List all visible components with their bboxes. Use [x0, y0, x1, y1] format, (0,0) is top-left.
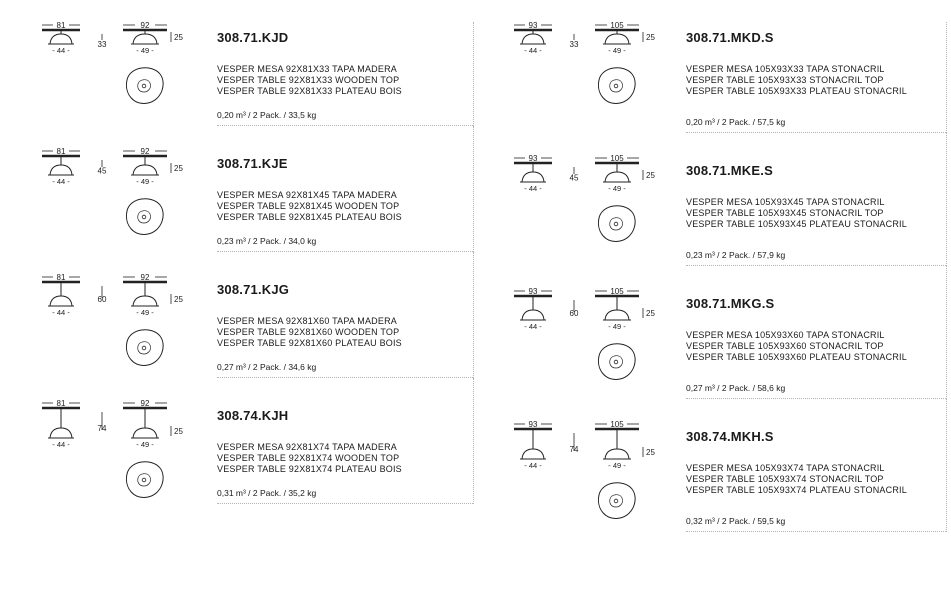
description-fr: VESPER TABLE 92X81X33 PLATEAU BOIS	[217, 86, 402, 96]
height-label: 74	[569, 445, 579, 454]
product-description	[686, 64, 907, 97]
product-drawings	[20, 18, 210, 128]
product-description	[217, 64, 402, 97]
base-width-label: - 49 -	[608, 46, 626, 55]
base-depth-label: - 44 -	[524, 46, 542, 55]
table-drawing	[20, 18, 210, 128]
packaging-info: 0,23 m³ / 2 Pack. / 57,9 kg	[686, 250, 786, 260]
product-info	[217, 378, 474, 504]
plan-view-drawing	[126, 462, 163, 498]
product-code: 308.71.MKG.S	[686, 296, 775, 311]
description-en: VESPER TABLE 105X93X45 STONACRIL TOP	[686, 208, 884, 218]
product-drawings	[492, 18, 682, 128]
product-entry	[20, 378, 480, 504]
base-depth-label: - 44 -	[52, 308, 70, 317]
base-depth-label: - 44 -	[52, 46, 70, 55]
plan-view-drawing	[126, 199, 163, 235]
product-entry	[20, 0, 480, 126]
product-drawings	[492, 151, 682, 261]
top-width-label: 92	[140, 147, 150, 156]
table-drawing	[20, 396, 210, 506]
description-en: VESPER TABLE 92X81X74 WOODEN TOP	[217, 453, 400, 463]
description-es: VESPER MESA 92X81X33 TAPA MADERA	[217, 64, 397, 74]
table-drawing	[492, 18, 682, 128]
description-es: VESPER MESA 105X93X74 TAPA STONACRIL	[686, 463, 885, 473]
packaging-info: 0,32 m³ / 2 Pack. / 59,5 kg	[686, 516, 786, 526]
product-code: 308.71.KJE	[217, 156, 288, 171]
height-label: 74	[97, 424, 107, 433]
top-thickness-label: 25	[646, 309, 655, 318]
table-drawing	[20, 270, 210, 380]
description-fr: VESPER TABLE 92X81X74 PLATEAU BOIS	[217, 464, 402, 474]
front-view-drawing	[123, 408, 167, 438]
row-divider	[217, 503, 473, 504]
base-depth-label: - 44 -	[52, 177, 70, 186]
product-code: 308.71.MKD.S	[686, 30, 774, 45]
description-es: VESPER MESA 92X81X74 TAPA MADERA	[217, 442, 397, 452]
packaging-info: 0,20 m³ / 2 Pack. / 33,5 kg	[217, 110, 317, 120]
side-view-drawing	[42, 282, 80, 306]
product-entry	[492, 266, 951, 399]
product-info	[686, 266, 947, 399]
product-code: 308.74.MKH.S	[686, 429, 774, 444]
description-en: VESPER TABLE 92X81X45 WOODEN TOP	[217, 201, 400, 211]
packaging-info: 0,23 m³ / 2 Pack. / 34,0 kg	[217, 236, 317, 246]
front-view-drawing	[123, 282, 167, 306]
product-entry	[20, 126, 480, 252]
top-thickness-label: 25	[646, 171, 655, 180]
product-entry	[492, 399, 951, 532]
top-thickness-label: 25	[174, 33, 183, 42]
product-info	[217, 126, 474, 252]
packaging-info: 0,27 m³ / 2 Pack. / 58,6 kg	[686, 383, 786, 393]
top-depth-label: 81	[56, 147, 66, 156]
front-view-drawing	[123, 30, 167, 44]
product-code: 308.71.KJD	[217, 30, 289, 45]
top-thickness-label: 25	[174, 427, 183, 436]
base-width-label: - 49 -	[608, 184, 626, 193]
table-drawing	[492, 417, 682, 527]
product-code: 308.74.KJH	[217, 408, 289, 423]
side-view-drawing	[514, 296, 552, 320]
top-depth-label: 81	[56, 399, 66, 408]
side-view-drawing	[42, 408, 80, 438]
base-depth-label: - 44 -	[524, 184, 542, 193]
plan-view-drawing	[598, 344, 635, 380]
description-es: VESPER MESA 92X81X45 TAPA MADERA	[217, 190, 397, 200]
height-label: 45	[97, 166, 107, 176]
top-width-label: 92	[140, 21, 150, 30]
description-fr: VESPER TABLE 105X93X33 PLATEAU STONACRIL	[686, 86, 907, 96]
plan-view-drawing	[598, 68, 635, 104]
top-width-label: 105	[610, 287, 624, 296]
description-fr: VESPER TABLE 105X93X60 PLATEAU STONACRIL	[686, 352, 907, 362]
description-en: VESPER TABLE 105X93X33 STONACRIL TOP	[686, 75, 884, 85]
row-divider	[686, 531, 946, 532]
front-view-drawing	[595, 296, 639, 320]
product-entry	[20, 252, 480, 378]
product-entry	[492, 133, 951, 266]
product-info	[217, 252, 474, 378]
base-depth-label: - 44 -	[524, 322, 542, 331]
product-entry	[492, 0, 951, 133]
product-description	[686, 197, 907, 230]
base-depth-label: - 44 -	[524, 461, 542, 470]
top-depth-label: 93	[528, 21, 538, 30]
product-info	[686, 399, 947, 532]
top-thickness-label: 25	[174, 295, 183, 304]
base-width-label: - 49 -	[136, 46, 154, 55]
description-es: VESPER MESA 105X93X60 TAPA STONACRIL	[686, 330, 885, 340]
product-drawings	[20, 144, 210, 254]
plan-view-drawing	[126, 330, 163, 366]
product-description	[217, 442, 402, 475]
top-width-label: 105	[610, 21, 624, 30]
packaging-info: 0,27 m³ / 2 Pack. / 34,6 kg	[217, 362, 317, 372]
description-fr: VESPER TABLE 92X81X45 PLATEAU BOIS	[217, 212, 402, 222]
top-width-label: 105	[610, 420, 624, 429]
description-en: VESPER TABLE 105X93X74 STONACRIL TOP	[686, 474, 884, 484]
packaging-info: 0,20 m³ / 2 Pack. / 57,5 kg	[686, 117, 786, 127]
base-depth-label: - 44 -	[52, 440, 70, 449]
top-thickness-label: 25	[646, 448, 655, 457]
description-fr: VESPER TABLE 92X81X60 PLATEAU BOIS	[217, 338, 402, 348]
top-width-label: 105	[610, 154, 624, 163]
plan-view-drawing	[598, 483, 635, 519]
product-description	[686, 463, 907, 496]
plan-view-drawing	[598, 206, 635, 242]
top-thickness-label: 25	[174, 164, 183, 173]
top-depth-label: 81	[56, 273, 66, 282]
base-width-label: - 49 -	[608, 322, 626, 331]
plan-view-drawing	[126, 68, 163, 104]
side-view-drawing	[514, 429, 552, 459]
product-drawings	[492, 284, 682, 394]
base-width-label: - 49 -	[136, 177, 154, 186]
description-en: VESPER TABLE 92X81X60 WOODEN TOP	[217, 327, 400, 337]
packaging-info: 0,31 m³ / 2 Pack. / 35,2 kg	[217, 488, 317, 498]
top-depth-label: 81	[56, 21, 66, 30]
top-width-label: 92	[140, 399, 150, 408]
top-depth-label: 93	[528, 154, 538, 163]
side-view-drawing	[514, 163, 552, 182]
description-fr: VESPER TABLE 105X93X74 PLATEAU STONACRIL	[686, 485, 907, 495]
top-width-label: 92	[140, 273, 150, 282]
base-width-label: - 49 -	[608, 461, 626, 470]
side-view-drawing	[514, 30, 552, 44]
table-drawing	[20, 144, 210, 254]
table-drawing	[492, 151, 682, 261]
height-label: 60	[97, 295, 107, 304]
front-view-drawing	[123, 156, 167, 175]
left-column	[20, 0, 480, 504]
front-view-drawing	[595, 429, 639, 459]
top-depth-label: 93	[528, 287, 538, 296]
product-info	[686, 133, 947, 266]
product-info	[686, 22, 947, 133]
product-code: 308.71.KJG	[217, 282, 290, 297]
height-label: 33	[569, 40, 579, 49]
base-width-label: - 49 -	[136, 308, 154, 317]
description-en: VESPER TABLE 105X93X60 STONACRIL TOP	[686, 341, 884, 351]
top-thickness-label: 25	[646, 33, 655, 42]
side-view-drawing	[42, 156, 80, 175]
top-depth-label: 93	[528, 420, 538, 429]
height-label: 60	[569, 309, 579, 318]
description-es: VESPER MESA 105X93X33 TAPA STONACRIL	[686, 64, 885, 74]
table-drawing	[492, 284, 682, 394]
right-column	[492, 0, 951, 532]
side-view-drawing	[42, 30, 80, 44]
description-fr: VESPER TABLE 105X93X45 PLATEAU STONACRIL	[686, 219, 907, 229]
height-label: 33	[97, 40, 107, 49]
description-es: VESPER MESA 105X93X45 TAPA STONACRIL	[686, 197, 885, 207]
product-drawings	[492, 417, 682, 527]
product-description	[686, 330, 907, 363]
description-en: VESPER TABLE 92X81X33 WOODEN TOP	[217, 75, 400, 85]
front-view-drawing	[595, 163, 639, 182]
product-description	[217, 190, 402, 223]
base-width-label: - 49 -	[136, 440, 154, 449]
product-description	[217, 316, 402, 349]
product-drawings	[20, 270, 210, 380]
product-code: 308.71.MKE.S	[686, 163, 773, 178]
description-es: VESPER MESA 92X81X60 TAPA MADERA	[217, 316, 397, 326]
front-view-drawing	[595, 30, 639, 44]
height-label: 45	[569, 173, 579, 183]
product-info	[217, 22, 474, 126]
product-drawings	[20, 396, 210, 506]
